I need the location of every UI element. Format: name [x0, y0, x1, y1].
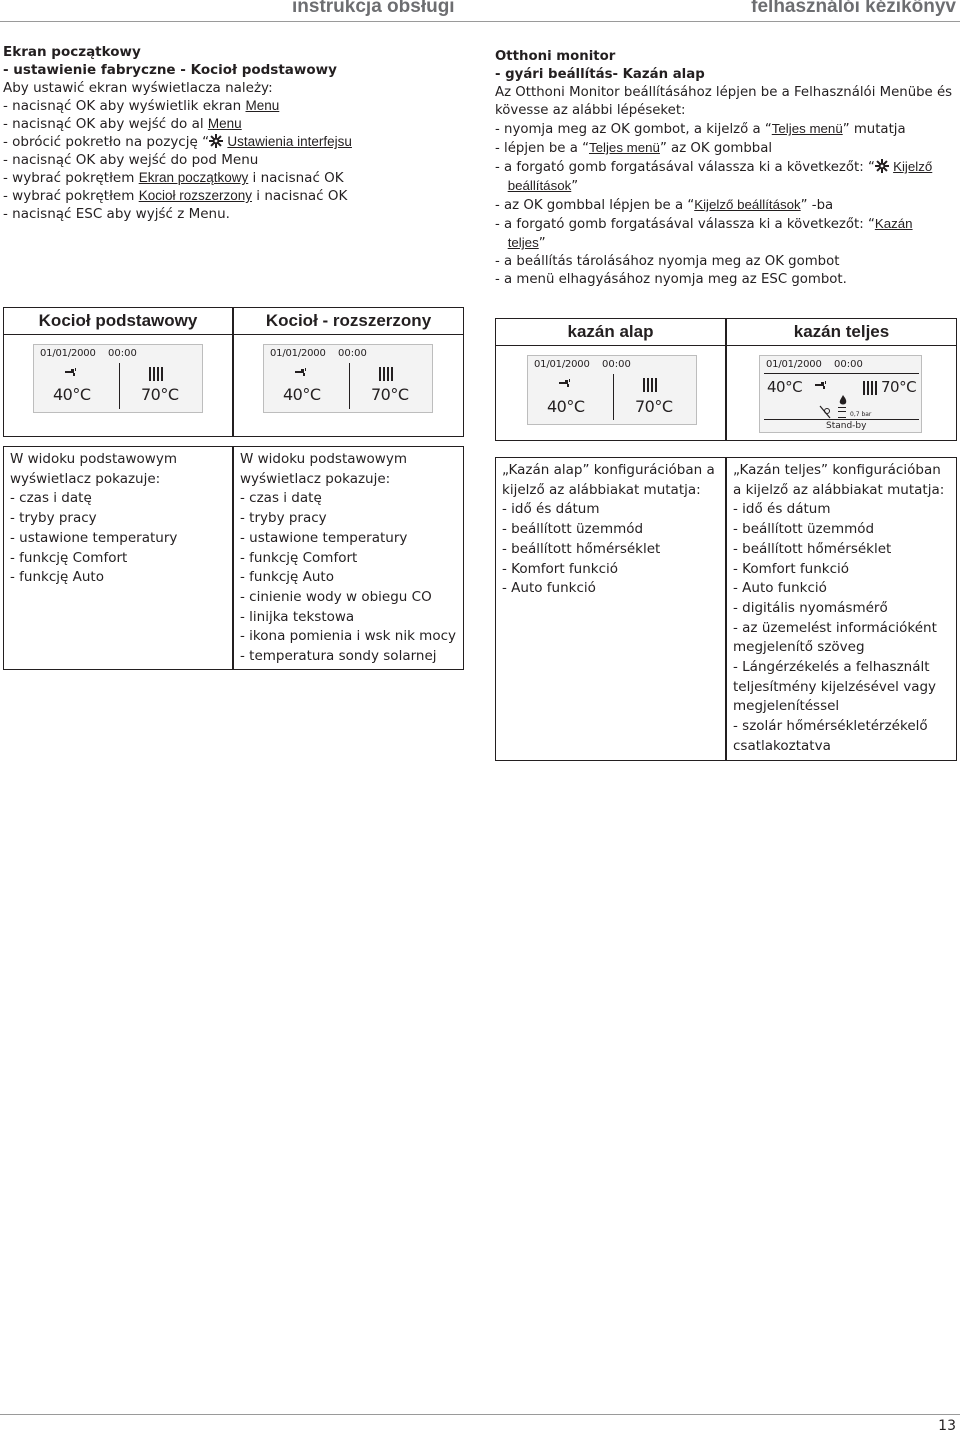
desc-ext-pl [233, 446, 464, 670]
hungarian-step-1: - nyomja meg az OK gombot, a kijelző a “Teljes menü” mutatja [495, 121, 906, 137]
solar-probe-icon [818, 405, 832, 419]
ch-temperature: 70°C [141, 385, 179, 404]
panel-basic-hu-title: kazán alap [495, 318, 726, 346]
display-ext-pl [263, 344, 433, 413]
dhw-temperature: 40°C [53, 385, 91, 404]
hungarian-step-6: - a beállítás tárolásához nyomja meg az OK gombot [495, 254, 840, 269]
desc-line: - temperatura sondy solarnej [240, 648, 437, 665]
desc-basic-pl [3, 446, 233, 670]
display-basic-pl [33, 344, 203, 413]
display-time: 00:00 [834, 359, 863, 370]
footer-divider [0, 1414, 960, 1415]
display-top-rule [764, 373, 919, 374]
display-date: 01/01/2000 [766, 359, 822, 370]
desc-line: - funkcję Auto [240, 569, 334, 586]
desc-line: „Kazán teljes” konfigurációban [733, 462, 941, 478]
gear-icon [875, 159, 889, 173]
polish-step-2: - nacisnąć OK aby wejść do al Menu [3, 116, 242, 132]
desc-line: - funkcję Auto [10, 569, 104, 586]
dhw-temperature: 40°C [767, 378, 803, 396]
desc-line: a kijelző az alábbiakat mutatja: [733, 481, 945, 498]
desc-line: - tryby pracy [10, 510, 97, 527]
header-right-title: felhasználói kézikönyv [751, 0, 956, 17]
desc-line: teljesítmény kijelzésével vagy [733, 678, 937, 695]
desc-line: - idő és dátum [733, 501, 831, 518]
hungarian-subtitle: - gyári beállítás- Kazán alap [495, 67, 705, 82]
display-date: 01/01/2000 [270, 348, 326, 359]
desc-basic-hu [495, 457, 726, 761]
gear-icon [209, 134, 223, 148]
hungarian-intro-2: kövesse az alábbi lépéseket: [495, 103, 686, 118]
flame-icon [839, 395, 847, 406]
polish-subtitle: - ustawienie fabryczne - Kocioł podstawowy [3, 62, 337, 78]
desc-line: - linijka tekstowa [240, 608, 355, 625]
status-text: Stand-by [826, 421, 867, 431]
desc-line: - czas i datę [10, 490, 92, 507]
ch-temperature: 70°C [371, 385, 409, 404]
tap-icon [558, 378, 572, 390]
desc-line: - szolár hőmérsékletérzékelő [733, 718, 928, 735]
desc-line: - Komfort funkció [733, 560, 850, 577]
hungarian-intro-1: Az Otthoni Monitor beállításához lépjen be a Felhasználói Menübe és [495, 85, 953, 100]
polish-step-4: - nacisnąć OK aby wejść do pod Menu [3, 152, 259, 168]
radiator-icon [863, 380, 879, 394]
desc-line: - Lángérzékelés a felhasznált [733, 659, 930, 676]
desc-line: - cinienie wody w obiegu CO [240, 588, 432, 605]
tap-icon [64, 367, 78, 379]
hungarian-step-4: - az OK gombbal lépjen be a “Kijelző beállítások” -ba [495, 197, 834, 213]
desc-line: megjelenítéssel [733, 698, 840, 715]
tap-icon [814, 380, 828, 392]
polish-instructions [3, 43, 481, 223]
polish-intro: Aby ustawić ekran wyświetlacza należy: [3, 80, 273, 96]
desc-line: - digitális nyomásmérő [733, 599, 888, 616]
pressure-value: 0,7 bar [850, 411, 872, 418]
hungarian-step-5-cont: teljes” [507, 235, 546, 251]
display-time: 00:00 [602, 359, 631, 370]
polish-step-7: - nacisnąć ESC aby wyjść z Menu. [3, 206, 230, 222]
desc-line: W widoku podstawowym [240, 451, 407, 467]
desc-line: - ustawione temperatury [240, 529, 408, 546]
display-divider [349, 363, 350, 409]
polish-step-3: - obrócić pokretło na pozycję “ Ustawienia interfejsu [3, 134, 352, 150]
display-date: 01/01/2000 [40, 348, 96, 359]
desc-line: kijelző az alábbiakat mutatja: [502, 481, 701, 498]
desc-line: - Auto funkció [502, 580, 596, 597]
panel-basic-pl-title: Kocioł podstawowy [3, 307, 233, 335]
desc-line: - czas i datę [240, 490, 322, 507]
radiator-icon [379, 366, 395, 380]
desc-line: - funkcję Comfort [10, 549, 128, 566]
display-full-hu [759, 355, 922, 433]
tap-icon [294, 367, 308, 379]
polish-step-6: - wybrać pokrętłem Kocioł rozszerzony i nacisnać OK [3, 188, 348, 204]
display-divider [119, 363, 120, 409]
page-number: 13 [938, 1418, 956, 1434]
header-divider [0, 21, 960, 22]
polish-title: Ekran początkowy [3, 44, 141, 60]
desc-line: - beállított üzemmód [733, 521, 875, 538]
dhw-temperature: 40°C [283, 385, 321, 404]
desc-line: wyświetlacz pokazuje: [10, 470, 161, 487]
hungarian-title: Otthoni monitor [495, 49, 616, 64]
radiator-icon [643, 377, 659, 391]
ch-temperature: 70°C [881, 378, 917, 396]
desc-line: - ikona pomienia i wsk nik mocy [240, 628, 456, 645]
hungarian-step-2: - lépjen be a “Teljes menü” az OK gombbal [495, 140, 773, 156]
panel-ext-pl-title: Kocioł - rozszerzony [233, 307, 464, 335]
power-level-icon [838, 407, 846, 418]
desc-line: - Komfort funkció [502, 560, 619, 577]
desc-line: - beállított hőmérséklet [733, 540, 892, 557]
ch-temperature: 70°C [635, 397, 673, 416]
hungarian-step-3-cont: beállítások” [507, 178, 579, 194]
desc-line: wyświetlacz pokazuje: [240, 470, 391, 487]
desc-line: „Kazán alap” konfigurációban a [502, 462, 715, 478]
desc-line: megjelenítő szöveg [733, 639, 865, 656]
hungarian-instructions [495, 48, 957, 289]
display-divider [613, 374, 614, 420]
desc-line: - tryby pracy [240, 510, 327, 527]
panel-full-hu-title: kazán teljes [726, 318, 957, 346]
desc-line: - az üzemelést információként [733, 619, 937, 636]
desc-line: csatlakoztatva [733, 737, 831, 754]
dhw-temperature: 40°C [547, 397, 585, 416]
desc-line: - beállított hőmérséklet [502, 540, 661, 557]
desc-line: - Auto funkció [733, 580, 827, 597]
desc-line: W widoku podstawowym [10, 451, 177, 467]
polish-step-1: - nacisnąć OK aby wyświetlik ekran Menu [3, 98, 280, 114]
desc-line: - ustawione temperatury [10, 529, 178, 546]
display-basic-hu [527, 355, 697, 425]
radiator-icon [149, 366, 165, 380]
hungarian-step-3: - a forgató gomb forgatásával válassza ki a következőt: “ Kijelző [495, 159, 933, 175]
polish-step-5: - wybrać pokrętłem Ekran początkowy i nacisnać OK [3, 170, 344, 186]
display-time: 00:00 [338, 348, 367, 359]
display-date: 01/01/2000 [534, 359, 590, 370]
desc-line: - beállított üzemmód [502, 521, 644, 538]
hungarian-step-7: - a menü elhagyásához nyomja meg az ESC gombot. [495, 272, 847, 287]
display-bottom-rule [764, 419, 919, 420]
desc-line: - funkcję Comfort [240, 549, 358, 566]
hungarian-step-5: - a forgató gomb forgatásával válassza ki a következőt: “Kazán [495, 216, 913, 232]
desc-line: - idő és dátum [502, 501, 600, 518]
header-left-title: instrukcja obsługi [292, 0, 455, 17]
display-time: 00:00 [108, 348, 137, 359]
desc-full-hu [726, 457, 957, 761]
